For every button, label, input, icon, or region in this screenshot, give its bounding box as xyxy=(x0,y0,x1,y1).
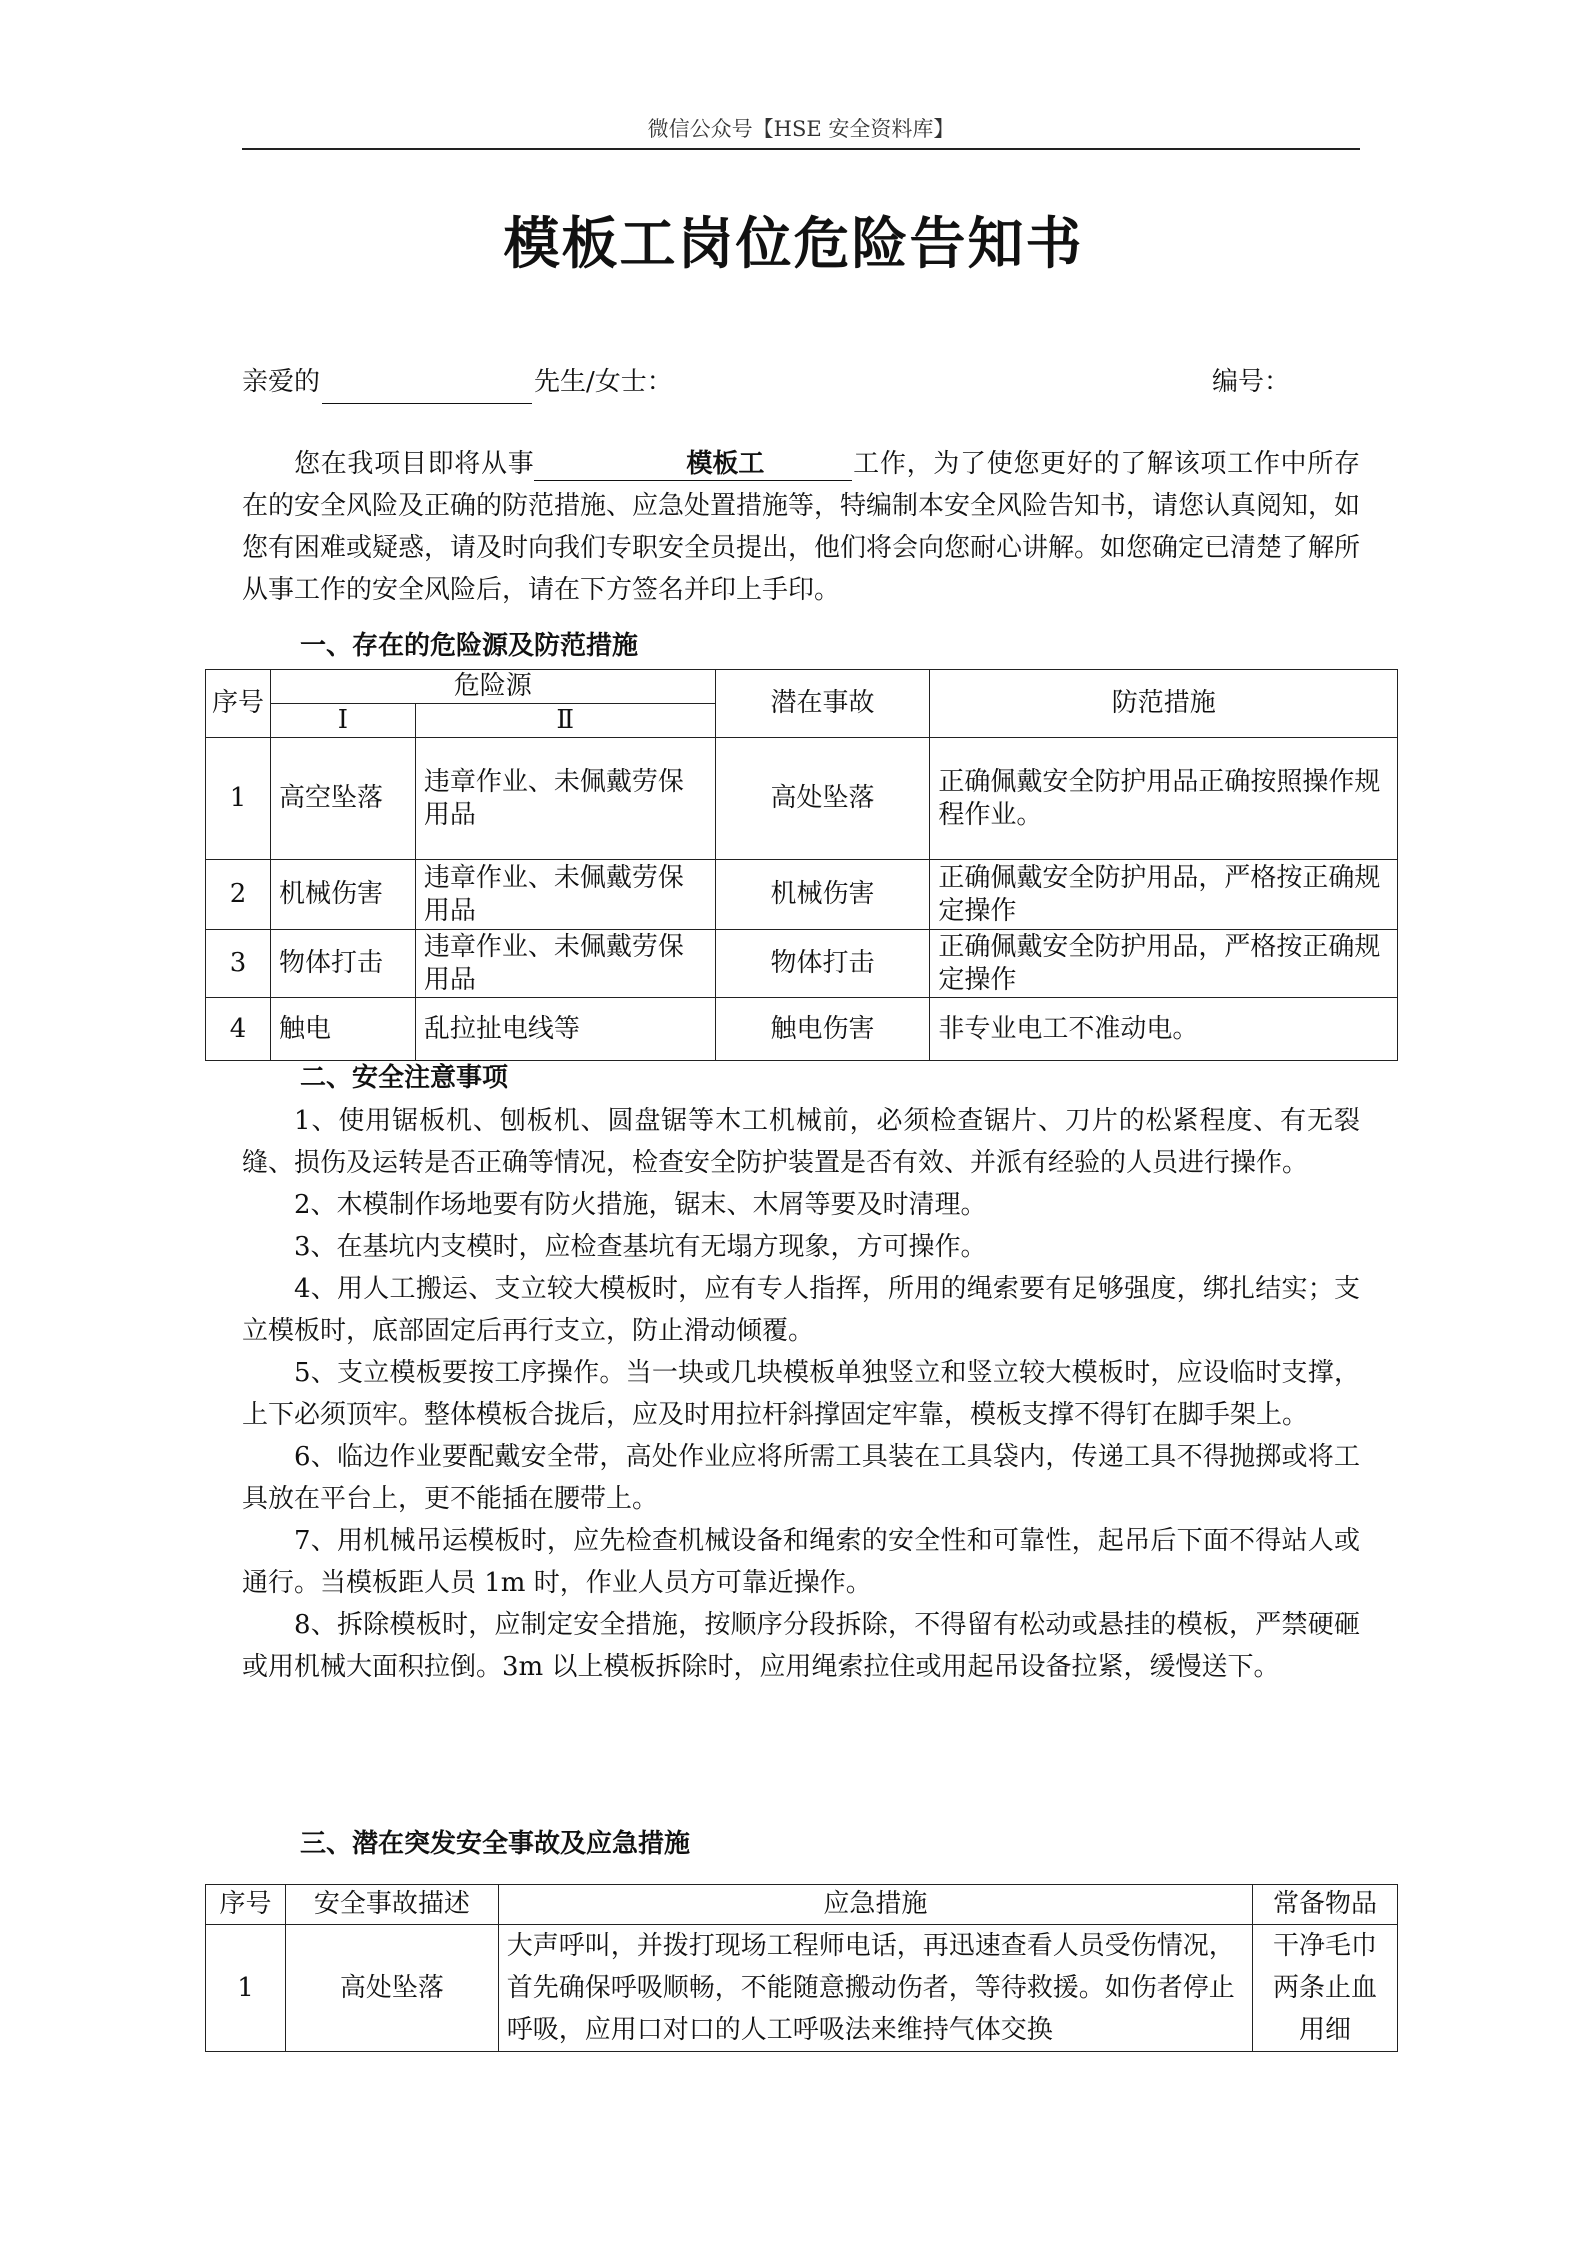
row-hazard-i: 机械伤害 xyxy=(270,860,415,930)
header-accident: 潜在事故 xyxy=(715,670,930,738)
row-desc: 高处坠落 xyxy=(285,1925,498,2052)
intro-before: 您在我项目即将从事 xyxy=(294,449,535,479)
row-no: 4 xyxy=(206,998,271,1061)
row-hazard-ii: 违章作业、未佩戴劳保用品 xyxy=(415,930,715,998)
list-item: 4、用人工搬运、支立较大模板时，应有专人指挥，所用的绳索要有足够强度，绑扎结实；支立模板时，底部固定后再行支立，防止滑动倾覆。 xyxy=(242,1274,1360,1346)
emergency-table xyxy=(205,1884,1398,2052)
row-no: 1 xyxy=(206,1925,286,2052)
list-item: 6、临边作业要配戴安全带，高处作业应将所需工具装在工具袋内，传递工具不得抛掷或将工具放在平台上，更不能插在腰带上。 xyxy=(242,1442,1360,1514)
row-no: 3 xyxy=(206,930,271,998)
salutation-line xyxy=(242,360,1360,404)
code-label: 编号： xyxy=(1211,367,1290,397)
row-hazard-i: 物体打击 xyxy=(270,930,415,998)
header-hazard: 危险源 xyxy=(270,670,715,704)
header-no: 序号 xyxy=(206,670,271,738)
table-row xyxy=(206,860,1398,930)
section2-heading: 二、安全注意事项 xyxy=(300,1063,509,1093)
header-hazard-i: Ⅰ xyxy=(270,704,415,738)
header-measures: 应急措施 xyxy=(498,1885,1252,1925)
list-item: 2、木模制作场地要有防火措施，锯末、木屑等要及时清理。 xyxy=(294,1190,987,1220)
row-no: 2 xyxy=(206,860,271,930)
hazard-table xyxy=(205,669,1398,1061)
row-measure: 大声呼叫，并拨打现场工程师电话，再迅速查看人员受伤情况，首先确保呼吸顺畅，不能随意搬动伤者，等待救援。如伤者停止呼吸，应用口对口的人工呼吸法来维持气体交换 xyxy=(498,1925,1252,2052)
row-measure: 非专业电工不准动电。 xyxy=(930,998,1398,1061)
table-row xyxy=(206,1925,1398,2052)
list-item: 1、使用锯板机、刨板机、圆盘锯等木工机械前，必须检查锯片、刀片的松紧程度、有无裂缝、损伤及运转是否正确等情况，检查安全防护装置是否有效、并派有经验的人员进行操作。 xyxy=(242,1106,1360,1178)
section3-heading: 三、潜在突发安全事故及应急措施 xyxy=(300,1829,691,1859)
intro-paragraph xyxy=(242,443,1360,611)
table-row xyxy=(206,930,1398,998)
header-supplies: 常备物品 xyxy=(1253,1885,1398,1925)
list-item: 3、在基坑内支模时，应检查基坑有无塌方现象，方可操作。 xyxy=(294,1232,987,1262)
hazard-table-header-row xyxy=(206,670,1398,704)
section1-heading: 一、存在的危险源及防范措施 xyxy=(300,631,639,661)
row-hazard-ii: 乱拉扯电线等 xyxy=(415,998,715,1061)
row-accident: 机械伤害 xyxy=(715,860,930,930)
row-measure: 正确佩戴安全防护用品正确按照操作规程作业。 xyxy=(930,738,1398,860)
row-hazard-i: 高空坠落 xyxy=(270,738,415,860)
row-accident: 高处坠落 xyxy=(715,738,930,860)
emergency-table-header-row xyxy=(206,1885,1398,1925)
header-desc: 安全事故描述 xyxy=(285,1885,498,1925)
job-title-field: 模板工 xyxy=(534,448,852,481)
row-supplies: 干净毛巾两条止血用细 xyxy=(1253,1925,1398,2052)
header-hazard-ii: Ⅱ xyxy=(415,704,715,738)
list-item: 7、用机械吊运模板时，应先检查机械设备和绳索的安全性和可靠性，起吊后下面不得站人或通行。当模板距人员 1m 时，作业人员方可靠近操作。 xyxy=(242,1526,1360,1598)
row-measure: 正确佩戴安全防护用品，严格按正确规定操作 xyxy=(930,930,1398,998)
header-text: 微信公众号【HSE 安全资料库】 xyxy=(647,117,955,141)
list-item: 8、拆除模板时，应制定安全措施，按顺序分段拆除，不得留有松动或悬挂的模板，严禁硬砸或用机械大面积拉倒。3m 以上模板拆除时，应用绳索拉住或用起吊设备拉紧，缓慢送下。 xyxy=(242,1610,1360,1682)
row-hazard-i: 触电 xyxy=(270,998,415,1061)
row-accident: 物体打击 xyxy=(715,930,930,998)
page-header xyxy=(242,110,1360,150)
row-hazard-ii: 违章作业、未佩戴劳保用品 xyxy=(415,738,715,860)
row-accident: 触电伤害 xyxy=(715,998,930,1061)
intro-after: 工作，为了使您更好的了解该项工作中所存在的安全风险及正确的防范措施、应急处置措施等，特编制本安全风险告知书，请您认真阅知，如您有困难或疑惑，请及时向我们专职安全员提出，他们将会向您耐心讲解。如您确定已清楚了解所从事工作的安全风险后，请在下方签名并印上手印。 xyxy=(242,449,1361,605)
header-measures: 防范措施 xyxy=(930,670,1398,738)
safety-notes xyxy=(242,1100,1360,1688)
list-item: 5、支立模板要按工序操作。当一块或几块模板单独竖立和竖立较大模板时，应设临时支撑，上下必须顶牢。整体模板合拢后，应及时用拉杆斜撑固定牢靠，模板支撑不得钉在脚手架上。 xyxy=(242,1358,1360,1430)
table-row xyxy=(206,738,1398,860)
document-title: 模板工岗位危险告知书 xyxy=(503,211,1084,277)
salutation-suffix: 先生/女士： xyxy=(534,367,673,397)
row-measure: 正确佩戴安全防护用品，严格按正确规定操作 xyxy=(930,860,1398,930)
row-hazard-ii: 违章作业、未佩戴劳保用品 xyxy=(415,860,715,930)
table-row xyxy=(206,998,1398,1061)
name-blank-field[interactable] xyxy=(322,371,532,404)
salutation-prefix: 亲爱的 xyxy=(242,367,321,397)
row-no: 1 xyxy=(206,738,271,860)
header-no: 序号 xyxy=(206,1885,286,1925)
